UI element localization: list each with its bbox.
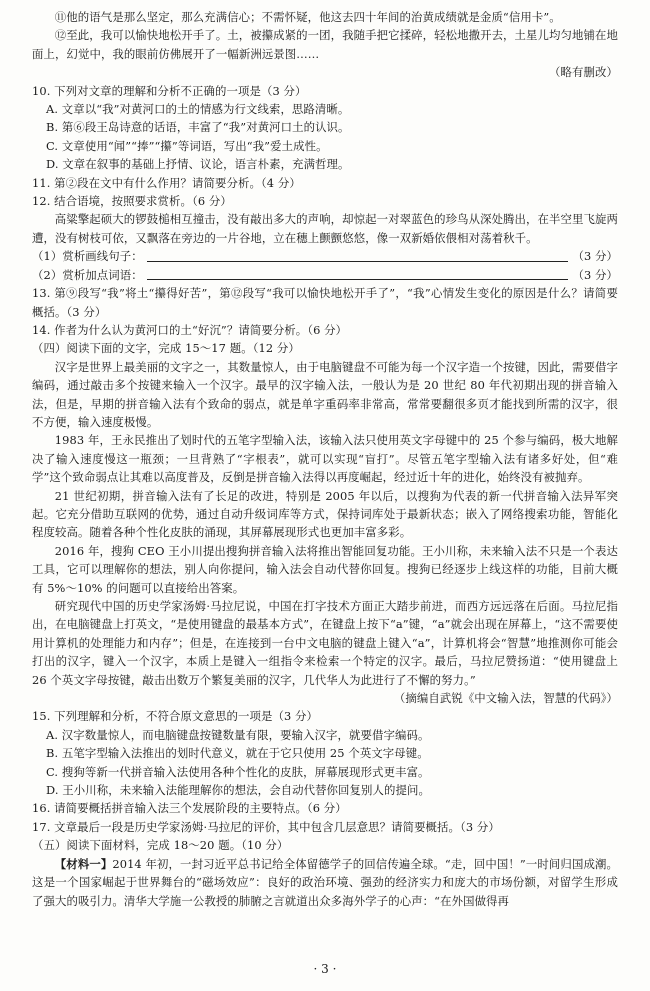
q12-sub-2-blank bbox=[147, 278, 569, 280]
section-5-heading: （五）阅读下面材料，完成 18～20 题。（10 分） bbox=[32, 838, 289, 853]
q10-option-d: D. 文章在叙事的基础上抒情、议论，语言朴素，充满哲理。 bbox=[46, 157, 350, 172]
question-16: 16. 请简要概括拼音输入法三个发展阶段的主要特点。（6 分） bbox=[32, 801, 347, 816]
q15-option-c: C. 搜狗等新一代拼音输入法使用各种个性化的皮肤，屏幕展现形式更丰富。 bbox=[46, 764, 430, 779]
article-source: （摘编自武锐《中文输入法，智慧的代码》） bbox=[393, 691, 618, 706]
q15-option-b: B. 五笔字型输入法推出的划时代意义，就在于它只使用 25 个英文字母键。 bbox=[46, 746, 429, 761]
question-14: 14. 作者为什么认为黄河口的土“好沉”？请简要分析。（6 分） bbox=[32, 322, 348, 337]
q12-quoted-text: 高粱擎起硕大的锣鼓槌相互撞击，没有敲出多大的声响，却惊起一对翠蓝色的珍鸟从深处腾出，在半空里飞旋两遭，没有树枝可依，又飘落在旁边的一片谷地，立在穗上颤颤悠悠，像一双新婚依偎相对荡着秋千。 bbox=[32, 212, 618, 245]
question-10: 10. 下列对文章的理解和分析不正确的一项是（3 分） bbox=[32, 83, 307, 98]
q10-option-c: C. 文章使用“闻”“捧”“攥”等词语，写出“我”爱土成性。 bbox=[46, 138, 328, 153]
q10-option-b: B. 第⑥段王岛诗意的话语，丰富了“我”对黄河口土的认识。 bbox=[46, 120, 350, 135]
article-paragraph-5: 研究现代中国的历史学家汤姆·马拉尼说，中国在打字技术方面正大踏步前进，而西方远远落在后面。马拉尼指出，在电脑键盘上打英文，“是使用键盘的最基本方式”，在键盘上按下“a”键，“a”就会出现在屏幕上，“这不需要使用计算机的处理能力和内存”；但是，在连接到一台中文电脑的键盘上键入“a”，计算机将会“智慧”地推测你可能会打出的汉字，键入一个汉字，本质上是键入一组指令来检索一个特定的汉字。最后，马拉尼赞扬道：“使用键盘上 26 个英文字母按键，敲击出数万个繁复美丽的汉字，几代华人为此进行了不懈的努力。” bbox=[32, 599, 618, 687]
article-paragraph-2: 1983 年，王永民推出了划时代的五笔字型输入法，该输入法只使用英文字母键中的 25 个参与编码，极大地解决了输入速度慢这一瓶颈；一旦背熟了“字根表”，就可以实现“盲打”。尽管五笔字型输入法有诸多好处，但“难学”这个致命弱点让其难以高度普及，反倒是拼音输入法得以再度崛起，经过近十年的进化，始终没有被抛弃。 bbox=[32, 433, 618, 485]
question-12: 12. 结合语境，按照要求赏析。（6 分） bbox=[32, 194, 232, 209]
paragraph-11: ⑪他的语气是那么坚定，那么充满信心；不需怀疑，他这去四十年间的治黄成绩就是金质“信用卡”。 bbox=[54, 10, 561, 24]
material-1-text: 2014 年初，一封习近平总书记给全体留德学子的回信传遍全球。“走，回中国！”一时间归国成潮。这是一个国家崛起于世界舞台的“磁场效应”：良好的政治环境、强劲的经济实力和庞大的市场份额，对留学生形成了强大的吸引力。清华大学施一公教授的肺腑之言就道出众多海外学子的心声：“在外国做得再 bbox=[32, 856, 618, 908]
q12-sub-1-blank bbox=[147, 260, 569, 262]
question-15: 15. 下列理解和分析，不符合原文意思的一项是（3 分） bbox=[32, 709, 318, 724]
article-paragraph-4: 2016 年，搜狗 CEO 王小川提出搜狗拼音输入法将推出智能回复功能。王小川称，未来输入法不只是一个表达工具，它可以理解你的想法，别人向你提问，输入法会自动代替你回复。搜狗已经逐步上线这样的功能，目前大概有 5%～10% 的问题可以直接给出答案。 bbox=[32, 543, 618, 595]
abridged-note: （略有删改） bbox=[549, 65, 618, 80]
question-17: 17. 文章最后一段是历史学家汤姆·马拉尼的评价，其中包含几层意思？请简要概括。（3 分） bbox=[32, 819, 500, 834]
question-11: 11. 第②段在文中有什么作用？请简要分析。（4 分） bbox=[32, 175, 301, 190]
q12-sub-2-score: （3 分） bbox=[572, 267, 618, 282]
q10-option-a: A. 文章以“我”对黄河口的土的情感为行文线索，思路清晰。 bbox=[46, 102, 350, 117]
article-paragraph-1: 汉字是世界上最美丽的文字之一，其数量惊人，由于电脑键盘不可能为每一个汉字造一个按键，因此，需要借字编码，通过敲击多个按键来输入一个汉字。最早的汉字输入法，一般认为是 20 世纪 80 年代初期出现的拼音输入法，但是，早期的拼音输入法有个致命的弱点，就是单字重码率非常高，常常要翻很多页才能找到所需的汉字，很不方便，输入速度极慢。 bbox=[32, 359, 618, 429]
q15-option-a: A. 汉字数量惊人，而电脑键盘按键数量有限，要输入汉字，就要借字编码。 bbox=[46, 727, 430, 742]
article-paragraph-3: 21 世纪初期，拼音输入法有了长足的改进，特别是 2005 年以后，以搜狗为代表的新一代拼音输入法异军突起。它充分借助互联网的优势，通过自动升级词库等方式，保持词库处于最新状态；嵌入了网络搜索功能，智能化程度较高。随着各种个性化皮肤的涌现，其屏幕展现形式也更加丰富多彩。 bbox=[32, 488, 618, 540]
q12-sub-1-score: （3 分） bbox=[572, 249, 618, 264]
question-13: 13. 第⑨段写“我”将土“攥得好苦”，第⑫段写“我可以愉快地松开手了”，“我”心情发生变化的原因是什么？请简要概括。（3 分） bbox=[32, 286, 618, 319]
paragraph-12: ⑫至此，我可以愉快地松开手了。土，被攥成紧的一团，我随手把它揉碎，轻松地撒开去，土星儿均匀地铺在地面上，幻觉中，我的眼前仿佛展开了一幅新洲远景图…… bbox=[32, 28, 618, 61]
material-1 bbox=[32, 855, 618, 910]
q12-sub-1-label: （1）赏析画线句子： bbox=[32, 249, 143, 264]
q12-sub-1 bbox=[32, 247, 618, 265]
material-1-label: 【材料一】 bbox=[54, 856, 113, 871]
q15-option-d: D. 王小川称，未来输入法能理解你的想法，会自动代替你回复别人的提问。 bbox=[46, 783, 430, 798]
section-4-heading: （四）阅读下面的文字，完成 15～17 题。（12 分） bbox=[32, 341, 300, 356]
q12-sub-2-label: （2）赏析加点词语： bbox=[32, 267, 143, 282]
q12-sub-2 bbox=[32, 266, 618, 284]
page-number: · 3 · bbox=[313, 962, 337, 976]
